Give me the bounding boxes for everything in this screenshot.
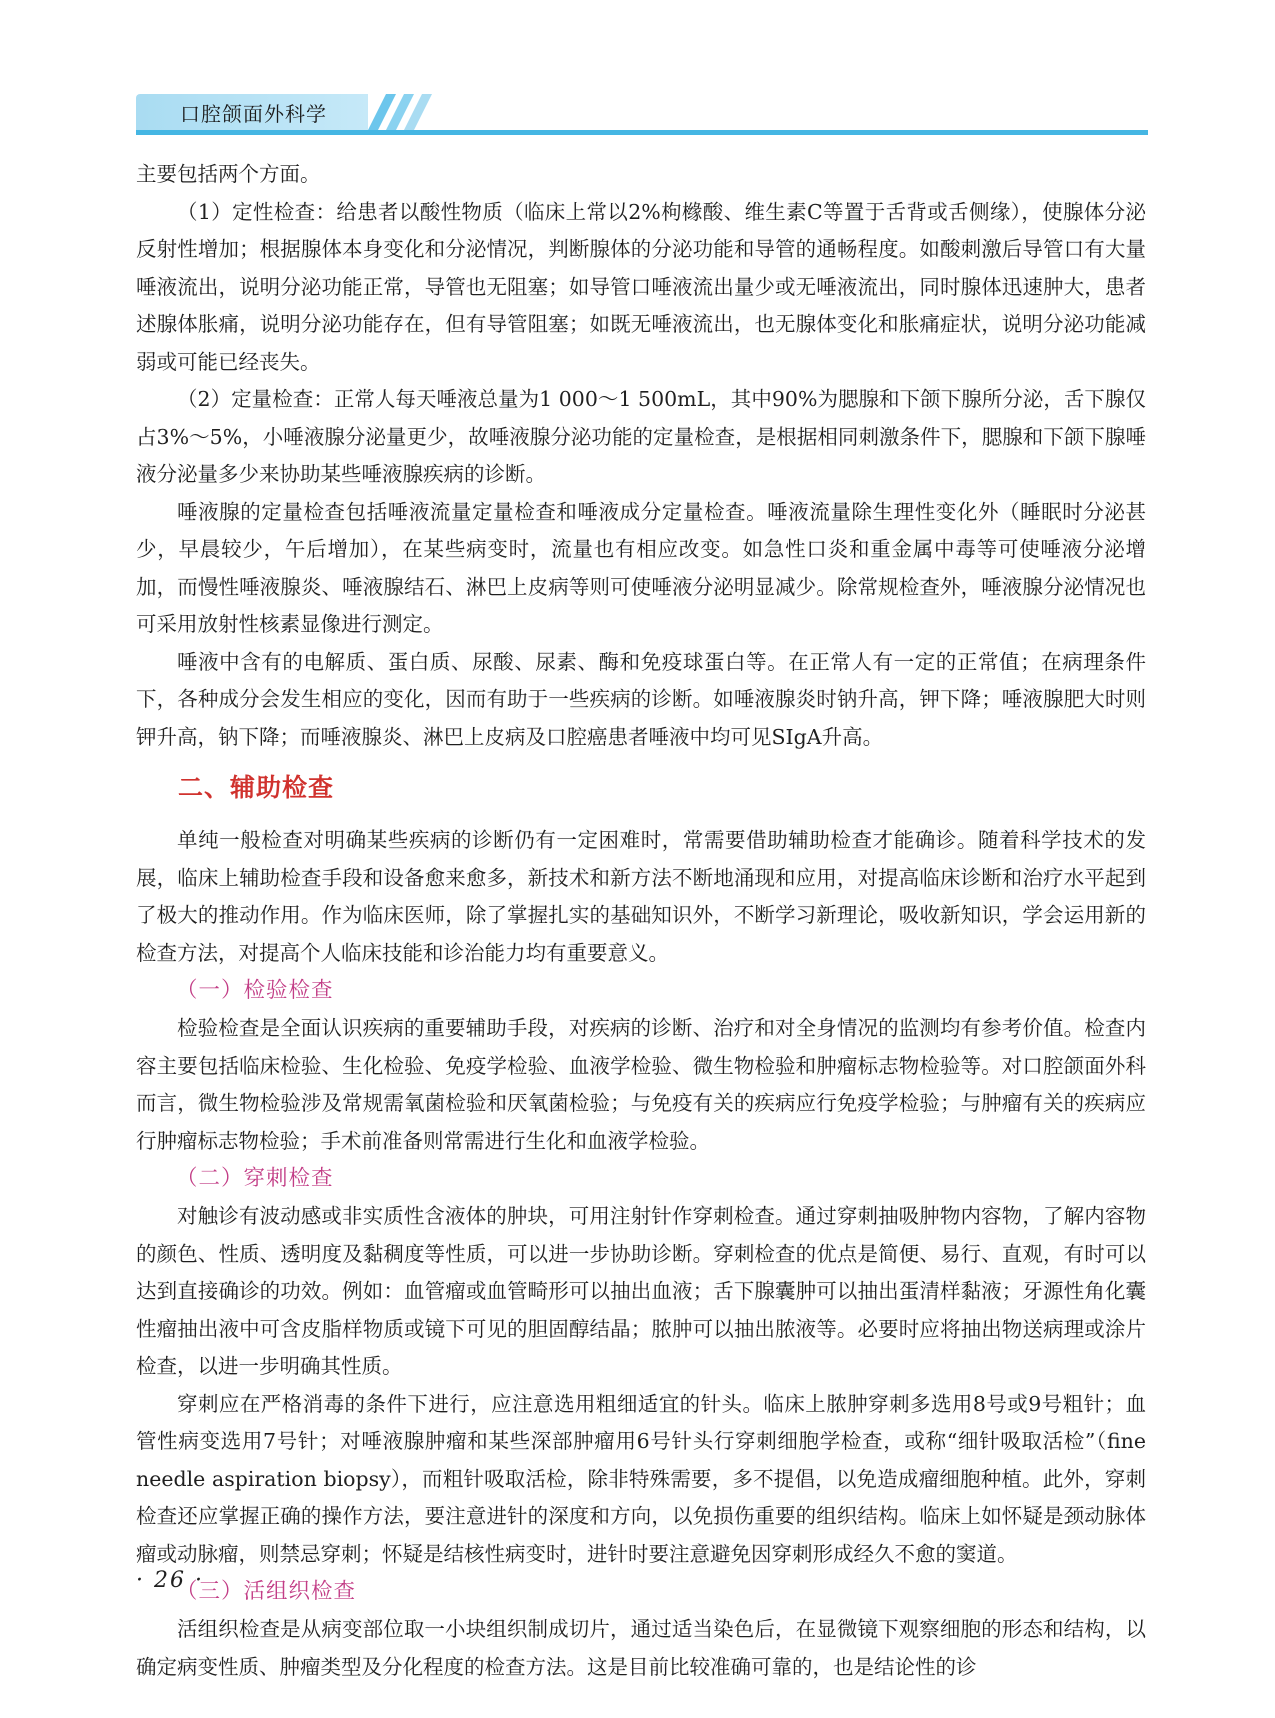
paragraph: 单纯一般检查对明确某些疾病的诊断仍有一定困难时，常需要借助辅助检查才能确诊。随着科学技术的发展，临床上辅助检查手段和设备愈来愈多，新技术和新方法不断地涌现和应用，对提高临床诊断和治疗水平起到了极大的推动作用。作为临床医师，除了掌握扎实的基础知识外，不断学习新理论，吸收新知识，学会运用新的检查方法，对提高个人临床技能和诊治能力均有重要意义。 <box>136 828 1146 965</box>
subsection-heading: （二）穿刺检查 <box>176 1166 334 1191</box>
paragraph: （2）定量检查：正常人每天唾液总量为1 000～1 500mL，其中90%为腮腺和下颌下腺所分泌，舌下腺仅占3%～5%，小唾液腺分泌量更少，故唾液腺分泌功能的定量检查，是根据相同刺激条件下，腮腺和下颌下腺唾液分泌量多少来协助某些唾液腺疾病的诊断。 <box>136 387 1146 486</box>
paragraph: （1）定性检查：给患者以酸性物质（临床上常以2%枸橼酸、维生素C等置于舌背或舌侧缘），使腺体分泌反射性增加；根据腺体本身变化和分泌情况，判断腺体的分泌功能和导管的通畅程度。如酸刺激后导管口有大量唾液流出，说明分泌功能正常，导管也无阻塞；如导管口唾液流出量少或无唾液流出，同时腺体迅速肿大，患者述腺体胀痛，说明分泌功能存在，但有导管阻塞；如既无唾液流出，也无腺体变化和胀痛症状，说明分泌功能减弱或可能已经丧失。 <box>136 199 1146 374</box>
subsection-heading: （一）检验检查 <box>176 978 334 1003</box>
page-body <box>136 156 1146 1686</box>
paragraph: 唾液中含有的电解质、蛋白质、尿酸、尿素、酶和免疫球蛋白等。在正常人有一定的正常值；在病理条件下，各种成分会发生相应的变化，因而有助于一些疾病的诊断。如唾液腺炎时钠升高，钾下降；唾液腺肥大时则钾升高，钠下降；而唾液腺炎、淋巴上皮病及口腔癌患者唾液中均可见SIgA升高。 <box>136 649 1146 749</box>
paragraph: 活组织检查是从病变部位取一小块组织制成切片，通过适当染色后，在显微镜下观察细胞的形态和结构，以确定病变性质、肿瘤类型及分化程度的检查方法。这是目前比较准确可靠的，也是结论性的诊 <box>136 1617 1146 1679</box>
page-number: · 26 · <box>136 1568 204 1593</box>
paragraph: 穿刺应在严格消毒的条件下进行，应注意选用粗细适宜的针头。临床上脓肿穿刺多选用8号或9号粗针；血管性病变选用7号针；对唾液腺肿瘤和某些深部肿瘤用6号针头行穿刺细胞学检查，或称“细针吸取活检”（fine needle aspiration biopsy），而粗针吸取活检，除非特殊需要，多不提倡，以免造成瘤细胞种植。此外，穿刺检查还应掌握正确的操作方法，要注意进针的深度和方向，以免损伤重要的组织结构。临床上如怀疑是颈动脉体瘤或动脉瘤，则禁忌穿刺；怀疑是结核性病变时，进针时要注意避免因穿刺形成经久不愈的窦道。 <box>136 1391 1146 1566</box>
section-heading: 二、辅助检查 <box>178 773 335 802</box>
paragraph: 检验检查是全面认识疾病的重要辅助手段，对疾病的诊断、治疗和对全身情况的监测均有参考价值。检查内容主要包括临床检验、生化检验、免疫学检验、血液学检验、微生物检验和肿瘤标志物检验等。对口腔颌面外科而言，微生物检验涉及常规需氧菌检验和厌氧菌检验；与免疫有关的疾病应行免疫学检验；与肿瘤有关的疾病应行肿瘤标志物检验；手术前准备则常需进行生化和血液学检验。 <box>136 1016 1146 1153</box>
book-title: 口腔颌面外科学 <box>180 102 327 126</box>
header-rule <box>136 130 1148 135</box>
paragraph: 唾液腺的定量检查包括唾液流量定量检查和唾液成分定量检查。唾液流量除生理性变化外（睡眠时分泌甚少，早晨较少，午后增加），在某些病变时，流量也有相应改变。如急性口炎和重金属中毒等可使唾液分泌增加，而慢性唾液腺炎、唾液腺结石、淋巴上皮病等则可使唾液分泌明显减少。除常规检查外，唾液腺分泌情况也可采用放射性核素显像进行测定。 <box>136 499 1146 636</box>
header-stripes-decoration <box>362 94 482 130</box>
paragraph: 主要包括两个方面。 <box>136 162 321 186</box>
subsection-heading: （三）活组织检查 <box>176 1579 357 1604</box>
running-header <box>136 94 1148 132</box>
paragraph: 对触诊有波动感或非实质性含液体的肿块，可用注射针作穿刺检查。通过穿刺抽吸肿物内容物，了解内容物的颜色、性质、透明度及黏稠度等性质，可以进一步协助诊断。穿刺检查的优点是简便、易行、直观，有时可以达到直接确诊的功效。例如：血管瘤或血管畸形可以抽出血液；舌下腺囊肿可以抽出蛋清样黏液；牙源性角化囊性瘤抽出液中可含皮脂样物质或镜下可见的胆固醇结晶；脓肿可以抽出脓液等。必要时应将抽出物送病理或涂片检查，以进一步明确其性质。 <box>136 1204 1146 1378</box>
